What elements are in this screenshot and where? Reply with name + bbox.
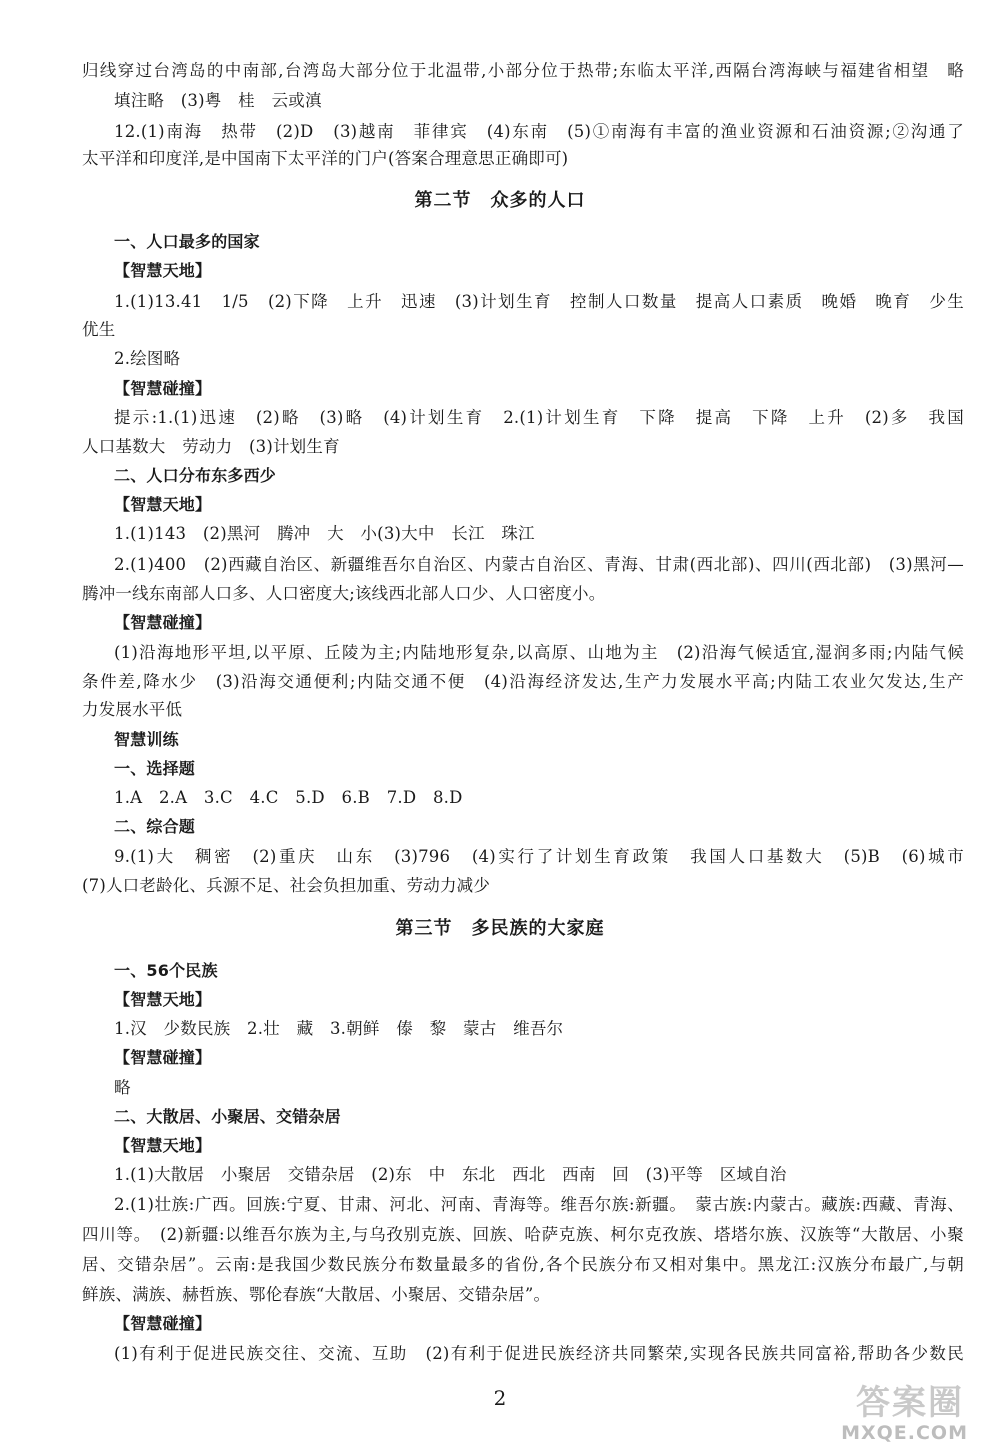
- text-line: 9.(1)大 稠密 (2)重庆 山东 (3)796 (4)实行了计划生育政策 我国人口基数大 (5)B (6)城市: [114, 847, 964, 866]
- subsection-heading: 二、综合题: [114, 817, 196, 836]
- text-line: 四川等。 (2)新疆:以维吾尔族为主,与乌孜别克族、回族、哈萨克族、柯尔克孜族、塔塔尔族、汉族等“大散居、小聚: [82, 1225, 964, 1244]
- text-line: 力发展水平低: [82, 700, 183, 719]
- text-line: 太平洋和印度洋,是中国南下太平洋的门户(答案合理意思正确即可): [82, 149, 569, 168]
- subsection-heading: 智慧训练: [114, 730, 179, 749]
- section-heading: 第二节 众多的人口: [414, 190, 586, 211]
- subsection-heading: 二、大散居、小聚居、交错杂居: [114, 1107, 341, 1126]
- box-heading: 【智慧碰撞】: [114, 1314, 212, 1333]
- text-line: (7)人口老龄化、兵源不足、社会负担加重、劳动力减少: [82, 876, 491, 895]
- box-heading: 【智慧天地】: [114, 990, 212, 1009]
- page-number: 2: [493, 1386, 507, 1410]
- text-line: 1.汉 少数民族 2.壮 藏 3.朝鲜 傣 黎 蒙古 维吾尔: [114, 1019, 564, 1038]
- box-heading: 【智慧天地】: [114, 495, 212, 514]
- watermark-logo-text: 答案圈: [856, 1383, 964, 1423]
- subsection-heading: 二、人口分布东多西少: [114, 466, 277, 485]
- text-line: 居、交错杂居”。云南:是我国少数民族分布数量最多的省份,各个民族分布又相对集中。黑龙江:汉族分布最广,与朝: [82, 1255, 964, 1274]
- text-line: 条件差,降水少 (3)沿海交通便利;内陆交通不便 (4)沿海经济发达,生产力发展水平高;内陆工农业欠发达,生产: [82, 672, 964, 691]
- text-line: 人口基数大 劳动力 (3)计划生育: [82, 437, 340, 456]
- text-line: 填注略 (3)粤 桂 云或滇: [114, 91, 322, 110]
- text-line: 优生: [82, 320, 116, 339]
- text-line: 2.(1)400 (2)西藏自治区、新疆维吾尔自治区、内蒙古自治区、青海、甘肃(西北部)、四川(西北部) (3)黑河—: [114, 555, 964, 574]
- text-line: (1)沿海地形平坦,以平原、丘陵为主;内陆地形复杂,以高原、山地为主 (2)沿海气候适宜,湿润多雨;内陆气候: [114, 643, 964, 662]
- text-line: 1.A 2.A 3.C 4.C 5.D 6.B 7.D 8.D: [114, 788, 463, 807]
- box-heading: 【智慧天地】: [114, 1136, 212, 1155]
- box-heading: 【智慧碰撞】: [114, 379, 212, 398]
- text-line: 12.(1)南海 热带 (2)D (3)越南 菲律宾 (4)东南 (5)①南海有丰富的渔业资源和石油资源;②沟通了: [114, 122, 964, 141]
- box-heading: 【智慧碰撞】: [114, 1048, 212, 1067]
- text-line: 1.(1)143 (2)黑河 腾冲 大 小(3)大中 长江 珠江: [114, 524, 535, 543]
- watermark-logo: [800, 1384, 972, 1446]
- text-line: 1.(1)大散居 小聚居 交错杂居 (2)东 中 东北 西北 西南 回 (3)平等 区域自治: [114, 1165, 787, 1184]
- watermark-url: MXQE.COM: [841, 1422, 968, 1444]
- subsection-heading: 一、人口最多的国家: [114, 232, 260, 251]
- text-line: 提示:1.(1)迅速 (2)略 (3)略 (4)计划生育 2.(1)计划生育 下降 提高 下降 上升 (2)多 我国: [114, 408, 964, 427]
- subsection-heading: 一、选择题: [114, 759, 196, 778]
- text-line: 腾冲一线东南部人口多、人口密度大;该线西北部人口少、人口密度小。: [82, 584, 606, 603]
- subsection-heading: 一、56个民族: [114, 961, 218, 980]
- text-line: 1.(1)13.41 1/5 (2)下降 上升 迅速 (3)计划生育 控制人口数量 提高人口素质 晚婚 晚育 少生: [114, 292, 964, 311]
- text-line: 2.(1)壮族:广西。回族:宁夏、甘肃、河北、河南、青海等。维吾尔族:新疆。 蒙古族:内蒙古。藏族:西藏、青海、: [114, 1195, 964, 1214]
- text-line: 略: [114, 1078, 131, 1097]
- text-line: 归线穿过台湾岛的中南部,台湾岛大部分位于北温带,小部分位于热带;东临太平洋,西隔台湾海峡与福建省相望 略: [82, 61, 964, 80]
- text-line: 2.绘图略: [114, 349, 181, 368]
- box-heading: 【智慧碰撞】: [114, 613, 212, 632]
- section-heading: 第三节 多民族的大家庭: [395, 918, 605, 939]
- box-heading: 【智慧天地】: [114, 261, 212, 280]
- text-line: 鲜族、满族、赫哲族、鄂伦春族“大散居、小聚居、交错杂居”。: [82, 1285, 551, 1304]
- text-line: (1)有利于促进民族交往、交流、互助 (2)有利于促进民族经济共同繁荣,实现各民族共同富裕,帮助各少数民: [114, 1344, 964, 1363]
